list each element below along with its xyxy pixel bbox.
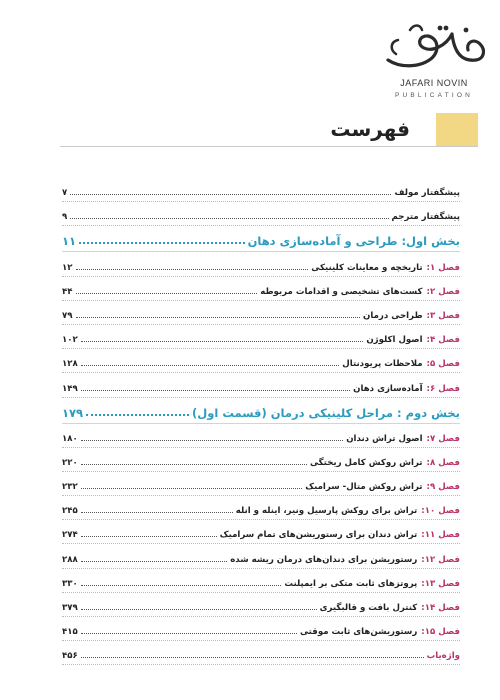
chapter-number: فصل ۴: [426, 335, 460, 346]
toc-entry-title: طراحی درمان [363, 310, 423, 321]
toc-entry-title: ملاحظات پریودنتال [342, 359, 423, 370]
page-number: ۳۷۹ [62, 603, 78, 613]
header-divider [60, 146, 478, 147]
publisher-logo-mark [380, 20, 490, 76]
toc-row[interactable] [62, 544, 460, 568]
dot-leader [81, 585, 282, 586]
page-number: ۱۸۰ [62, 433, 78, 444]
toc-row[interactable] [62, 301, 460, 325]
toc-entry-label [394, 188, 460, 198]
toc-entry-label [310, 458, 460, 468]
toc-entry-title: اصول اکلوژن [366, 335, 423, 346]
dot-leader [79, 242, 245, 244]
page-number: ۴۴ [62, 286, 73, 297]
chapter-number: فصل ۱۴: [421, 603, 460, 613]
toc-row[interactable] [62, 520, 460, 544]
dot-leader [76, 293, 258, 294]
dot-leader [81, 440, 343, 441]
toc-entry-label [220, 530, 460, 540]
toc-entry-title: پروتزهای ثابت متکی بر ایمپلنت [284, 578, 418, 589]
page-number: ۱۱ [62, 234, 77, 249]
page-number: ۲۸۸ [62, 554, 78, 565]
toc-entry-title: تاریخچه و معاینات کلینیکی [311, 262, 423, 273]
toc-row[interactable] [62, 593, 460, 617]
toc-entry-title: بخش دوم : مراحل کلینیکی درمان (قسمت اول) [192, 405, 460, 420]
toc-entry-label [192, 406, 460, 420]
toc-entry-label [320, 603, 460, 613]
page-number: ۲۴۵ [62, 506, 78, 517]
toc-entry-label [300, 627, 460, 637]
dot-leader [81, 633, 297, 634]
toc-row[interactable] [62, 373, 460, 397]
toc-entry-label [248, 234, 460, 248]
toc-entry-label [236, 506, 460, 516]
page-number: ۲۳۲ [62, 482, 78, 493]
chapter-number: فصل ۱: [426, 262, 460, 273]
toc-row[interactable] [62, 424, 460, 448]
toc-entry-label [260, 287, 460, 297]
page-number: ۱۴۹ [62, 383, 78, 394]
chapter-number: فصل ۱۲: [421, 554, 460, 565]
toc-entry-title: تراش روکش کامل ریختگی [309, 457, 423, 468]
page-number: ۴۵۶ [62, 651, 78, 662]
toc-row[interactable] [62, 277, 460, 301]
toc-row[interactable] [62, 569, 460, 593]
toc-row[interactable] [62, 617, 460, 641]
dot-leader [81, 561, 227, 562]
chapter-number: فصل ۲: [426, 286, 460, 297]
toc-entry-title: تراش برای روکش پارسیل ونیر، اینله و انله [235, 506, 418, 517]
toc-part-row[interactable] [62, 398, 460, 424]
toc-entry-title: کست‌های تشخیصی و اقدامات مربوطه [260, 286, 423, 297]
toc-entry-title: پیشگفتار مترجم [391, 212, 460, 223]
page-title: فهرست [330, 117, 410, 141]
page-number: ۲۲۰ [62, 457, 78, 468]
toc-entry-label [305, 482, 460, 492]
toc-row[interactable] [62, 349, 460, 373]
toc-entry-label [392, 212, 460, 222]
header-accent-box [436, 113, 478, 146]
toc-entry-label [363, 311, 460, 321]
toc-entry-title: رستوریشن برای دندان‌های درمان ریشه شده [230, 554, 418, 565]
toc-row[interactable] [62, 641, 460, 665]
dot-leader [81, 365, 340, 366]
page-number: ۴۱۵ [62, 627, 78, 638]
dot-leader [81, 536, 217, 537]
dot-leader [81, 488, 303, 489]
dot-leader [81, 341, 364, 342]
dot-leader [70, 194, 391, 195]
toc-entry-label [342, 359, 460, 369]
chapter-number: فصل ۱۱: [421, 530, 460, 541]
toc-entry-label [427, 651, 460, 661]
page-number: ۱۷۹ [62, 405, 84, 420]
toc-entry-title: اصول تراش دندان [346, 433, 423, 444]
toc-row[interactable] [62, 325, 460, 349]
dot-leader [70, 218, 388, 219]
page-number: ۲۷۴ [62, 530, 78, 541]
dot-leader [81, 657, 424, 658]
chapter-number: فصل ۹: [426, 482, 460, 493]
page-number: ۳۳۰ [62, 578, 78, 589]
toc-entry-label [230, 555, 460, 565]
toc-row[interactable] [62, 472, 460, 496]
toc-entry-label [353, 384, 460, 394]
dot-leader [76, 317, 361, 318]
dot-leader [76, 269, 309, 270]
toc-part-row[interactable] [62, 226, 460, 252]
page-number: ۱۲۸ [62, 359, 78, 370]
dot-leader [86, 414, 189, 416]
chapter-number: فصل ۸: [426, 457, 460, 468]
toc-entry-label [346, 434, 460, 444]
chapter-number: فصل ۷: [426, 433, 460, 444]
chapter-number: فصل ۳: [426, 310, 460, 321]
page-number: ۷ [62, 188, 68, 199]
chapter-number: فصل ۶: [426, 383, 460, 394]
toc-row[interactable] [62, 496, 460, 520]
dot-leader [81, 390, 350, 391]
toc-row[interactable] [62, 202, 460, 226]
chapter-number: فصل ۵: [426, 359, 460, 370]
toc-entry-title: کنترل بافت و قالبگیری [319, 603, 418, 613]
dot-leader [81, 464, 307, 465]
chapter-number: فصل ۱۳: [421, 578, 460, 589]
table-of-contents [62, 178, 460, 665]
toc-entry-label [366, 335, 460, 345]
toc-entry-title: واژه‌یاب [426, 651, 460, 662]
publisher-logo [380, 20, 490, 104]
chapter-number: فصل ۱۵: [421, 627, 460, 638]
toc-entry-title: تراش دندان برای رستوریشن‌های تمام سرامیک [219, 530, 418, 541]
page-number: ۹ [62, 212, 68, 223]
publisher-name: JAFARI NOVIN [400, 78, 468, 88]
toc-entry-title: پیشگفتار مولف [394, 188, 460, 199]
publisher-subtitle: PUBLICATION [394, 92, 474, 99]
toc-entry-title: بخش اول: طراحی و آماده‌سازی دهان [247, 234, 460, 249]
toc-row[interactable] [62, 252, 460, 276]
toc-entry-label [311, 263, 460, 273]
toc-entry-label [284, 579, 460, 589]
dot-leader [81, 609, 317, 610]
page-number: ۷۹ [62, 310, 73, 321]
page-number: ۱۲ [62, 262, 73, 273]
toc-entry-title: رستوریشن‌های ثابت موقتی [299, 627, 418, 638]
chapter-number: فصل ۱۰: [421, 506, 460, 517]
toc-row[interactable] [62, 448, 460, 472]
page-number: ۱۰۲ [62, 335, 78, 346]
toc-entry-title: آماده‌سازی دهان [353, 383, 423, 394]
toc-entry-title: تراش روکش متال- سرامیک [305, 482, 423, 493]
toc-row[interactable] [62, 178, 460, 202]
dot-leader [81, 512, 233, 513]
